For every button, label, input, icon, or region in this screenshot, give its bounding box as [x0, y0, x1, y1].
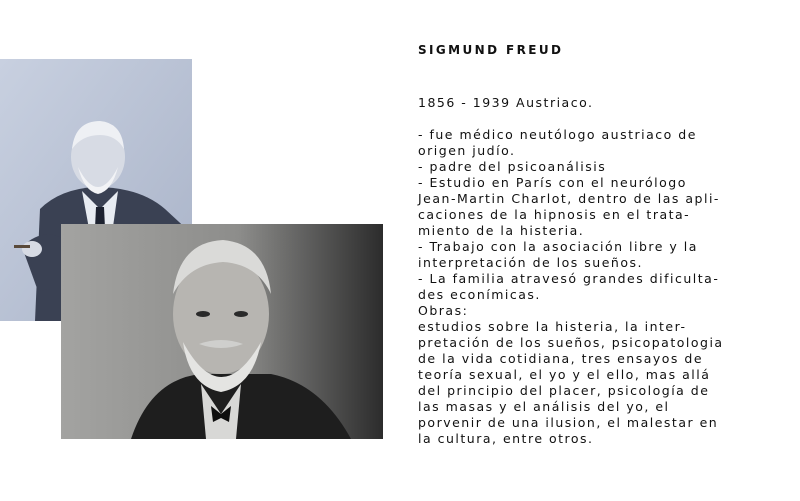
page-title: SIGMUND FREUD [418, 43, 564, 57]
bio-line: - Trabajo con la asociación libre y la [418, 239, 698, 254]
works-line: teoría sexual, el yo y el ello, mas allá [418, 367, 711, 382]
bio-line: Jean-Martin Charlot, dentro de las apli- [418, 191, 720, 206]
works-line: la cultura, entre otros. [418, 431, 594, 446]
works-heading: Obras: [418, 303, 469, 318]
works-line: porvenir de una ilusion, el malestar en [418, 415, 719, 430]
bio-line: - La familia atravesó grandes dificulta- [418, 271, 720, 286]
bio-line: caciones de la hipnosis en el trata- [418, 207, 691, 222]
lifespan-text: 1856 - 1939 Austriaco. [418, 95, 594, 110]
bio-line: origen judío. [418, 143, 516, 158]
spacer [418, 111, 768, 127]
works-line: del principio del placer, psicología de [418, 383, 710, 398]
works-line: las masas y el análisis del yo, el [418, 399, 670, 414]
works-line: estudios sobre la histeria, la inter- [418, 319, 687, 334]
biography-text-column [418, 40, 768, 447]
bio-line: - padre del psicoanálisis [418, 159, 607, 174]
works-line: pretación de los sueños, psicopatologia [418, 335, 724, 350]
works-line: de la vida cotidiana, tres ensayos de [418, 351, 704, 366]
freud-close-portrait-photo [61, 224, 383, 439]
bio-line: des econímicas. [418, 287, 541, 302]
bio-line: - Estudio en París con el neurólogo [418, 175, 687, 190]
bio-line: miento de la histeria. [418, 223, 585, 238]
bio-line: interpretación de los sueños. [418, 255, 643, 270]
bio-line: - fue médico neutólogo austriaco de [418, 127, 697, 142]
